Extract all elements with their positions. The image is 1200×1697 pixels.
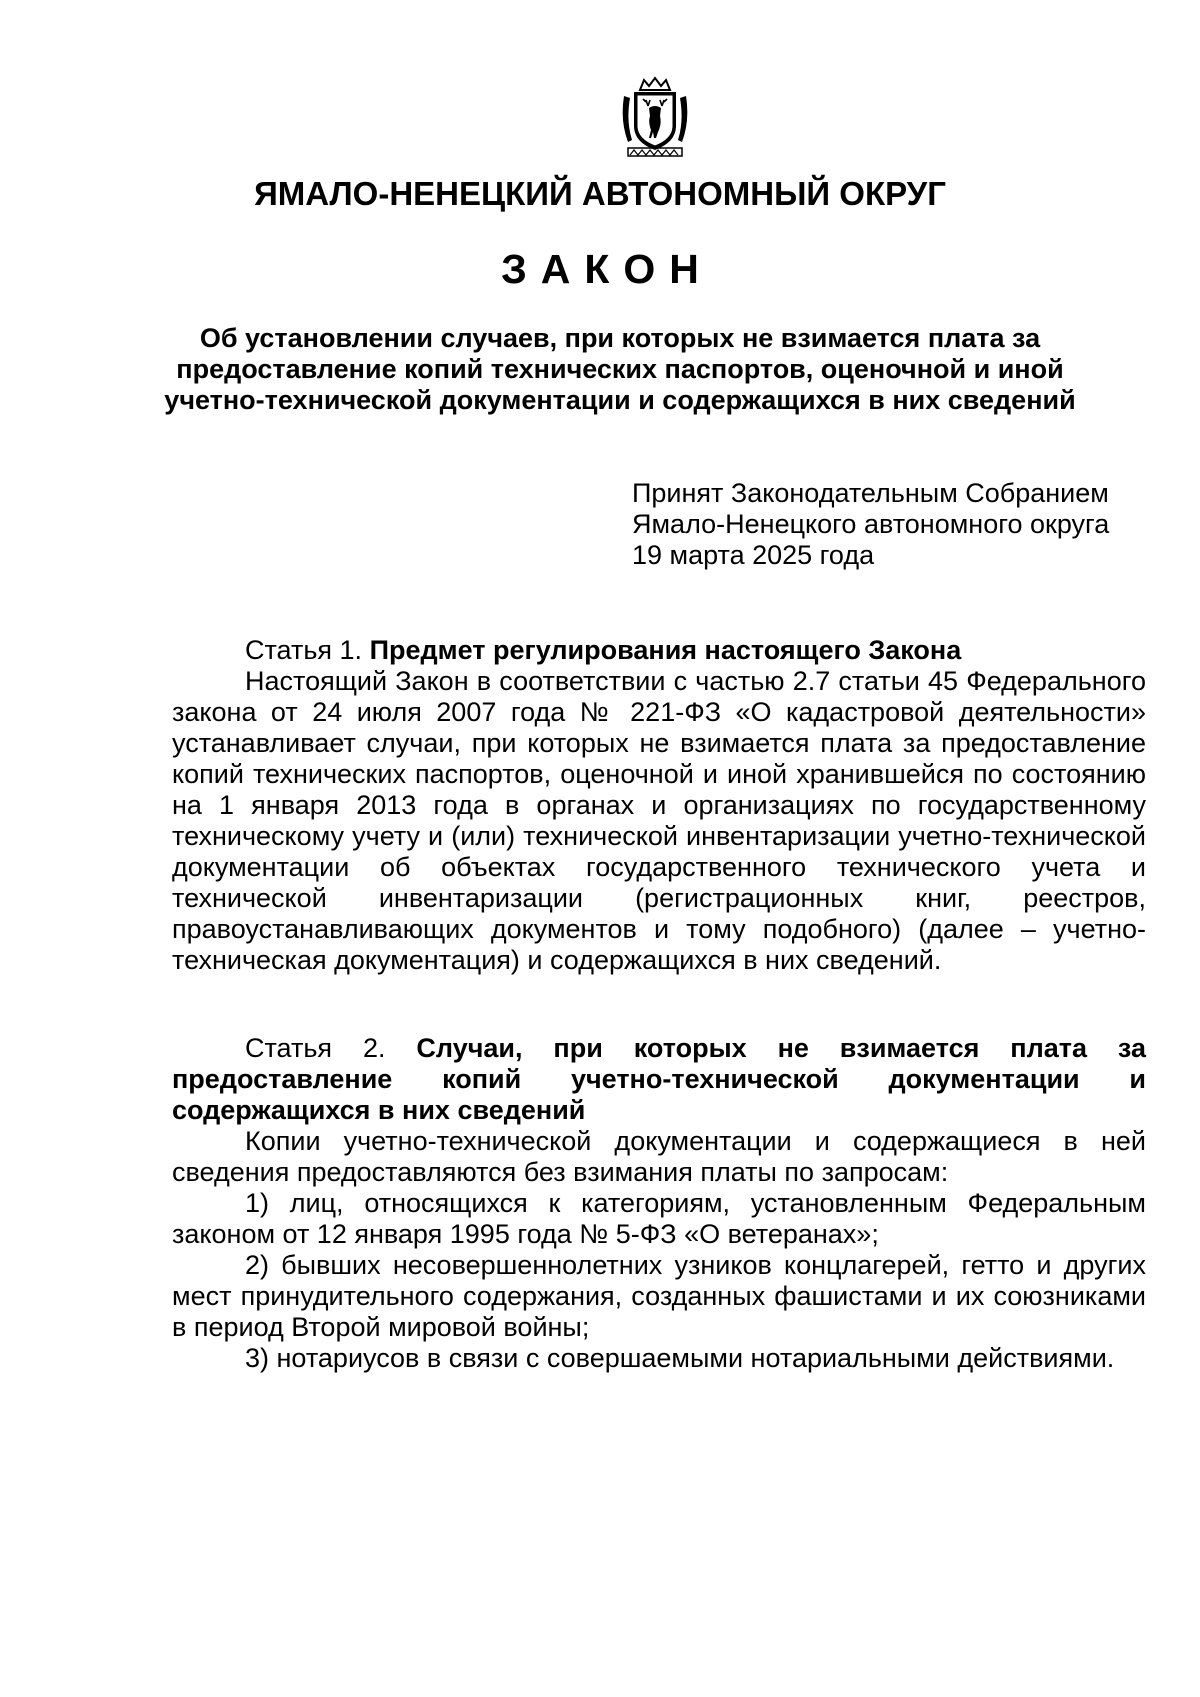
article-2	[172, 1033, 1146, 1374]
list-item: 3) нотариусов в связи с совершаемыми нотариальными действиями.	[245, 1343, 1115, 1373]
article-1-text: Настоящий Закон в соответствии с частью 2.7 статьи 45 Федерального закона от 24 июля 2007 года № 221-ФЗ «О кадастровой деятельности» устанавливает случаи, при которых не взимается плата за предоставление копий технических паспортов, оценочной и иной хранившейся по состоянию на 1 января 2013 года в органах и организациях по государственному техническому учету и (или) технической инвентаризации учетно-технической документации об объектах государственного технического учета и технической инвентаризации (регистрационных книг, реестров, правоустанавливающих документов и тому подобного) (далее – учетно-техническая документация) и содержащихся в них сведений.	[172, 666, 1146, 975]
article-1	[172, 635, 1146, 976]
article-2-label: Статья 2.	[245, 1033, 386, 1063]
adoption-block	[632, 478, 1109, 571]
adoption-line: Принят Законодательным Собранием	[632, 478, 1109, 508]
article-1-heading	[172, 635, 1146, 666]
coat-of-arms-icon	[618, 76, 692, 160]
article-2-heading	[172, 1033, 1146, 1126]
article-1-title: Предмет регулирования настоящего Закона	[369, 635, 962, 665]
list-item: 2) бывших несовершеннолетних узников концлагерей, гетто и других мест принудительного содержания, созданных фашистами и их союзниками в период Второй мировой войны;	[172, 1250, 1146, 1342]
law-subject: Об установлении случаев, при которых не взимается плата за предоставление копий технических паспортов, оценочной и иной учетно-технической документации и содержащихся в них сведений	[164, 323, 1076, 415]
article-2-intro: Копии учетно-технической документации и содержащиеся в ней сведения предоставляются без взимания платы по запросам:	[172, 1126, 1146, 1187]
region-title: ЯМАЛО-НЕНЕЦКИЙ АВТОНОМНЫЙ ОКРУГ	[254, 175, 946, 212]
adoption-date: 19 марта 2025 года	[632, 540, 875, 570]
article-1-label: Статья 1.	[245, 635, 363, 665]
article-2-title: Случаи, при которых не взимается плата за предоставление копий учетно-технической документации и содержащихся в них сведений	[172, 1033, 1146, 1125]
adoption-line: Ямало-Ненецкого автономного округа	[632, 509, 1110, 539]
document-type: ЗАКОН	[501, 246, 713, 292]
list-item: 1) лиц, относящихся к категориям, установленным Федеральным законом от 12 января 1995 года № 5-ФЗ «О ветеранах»;	[172, 1188, 1146, 1249]
